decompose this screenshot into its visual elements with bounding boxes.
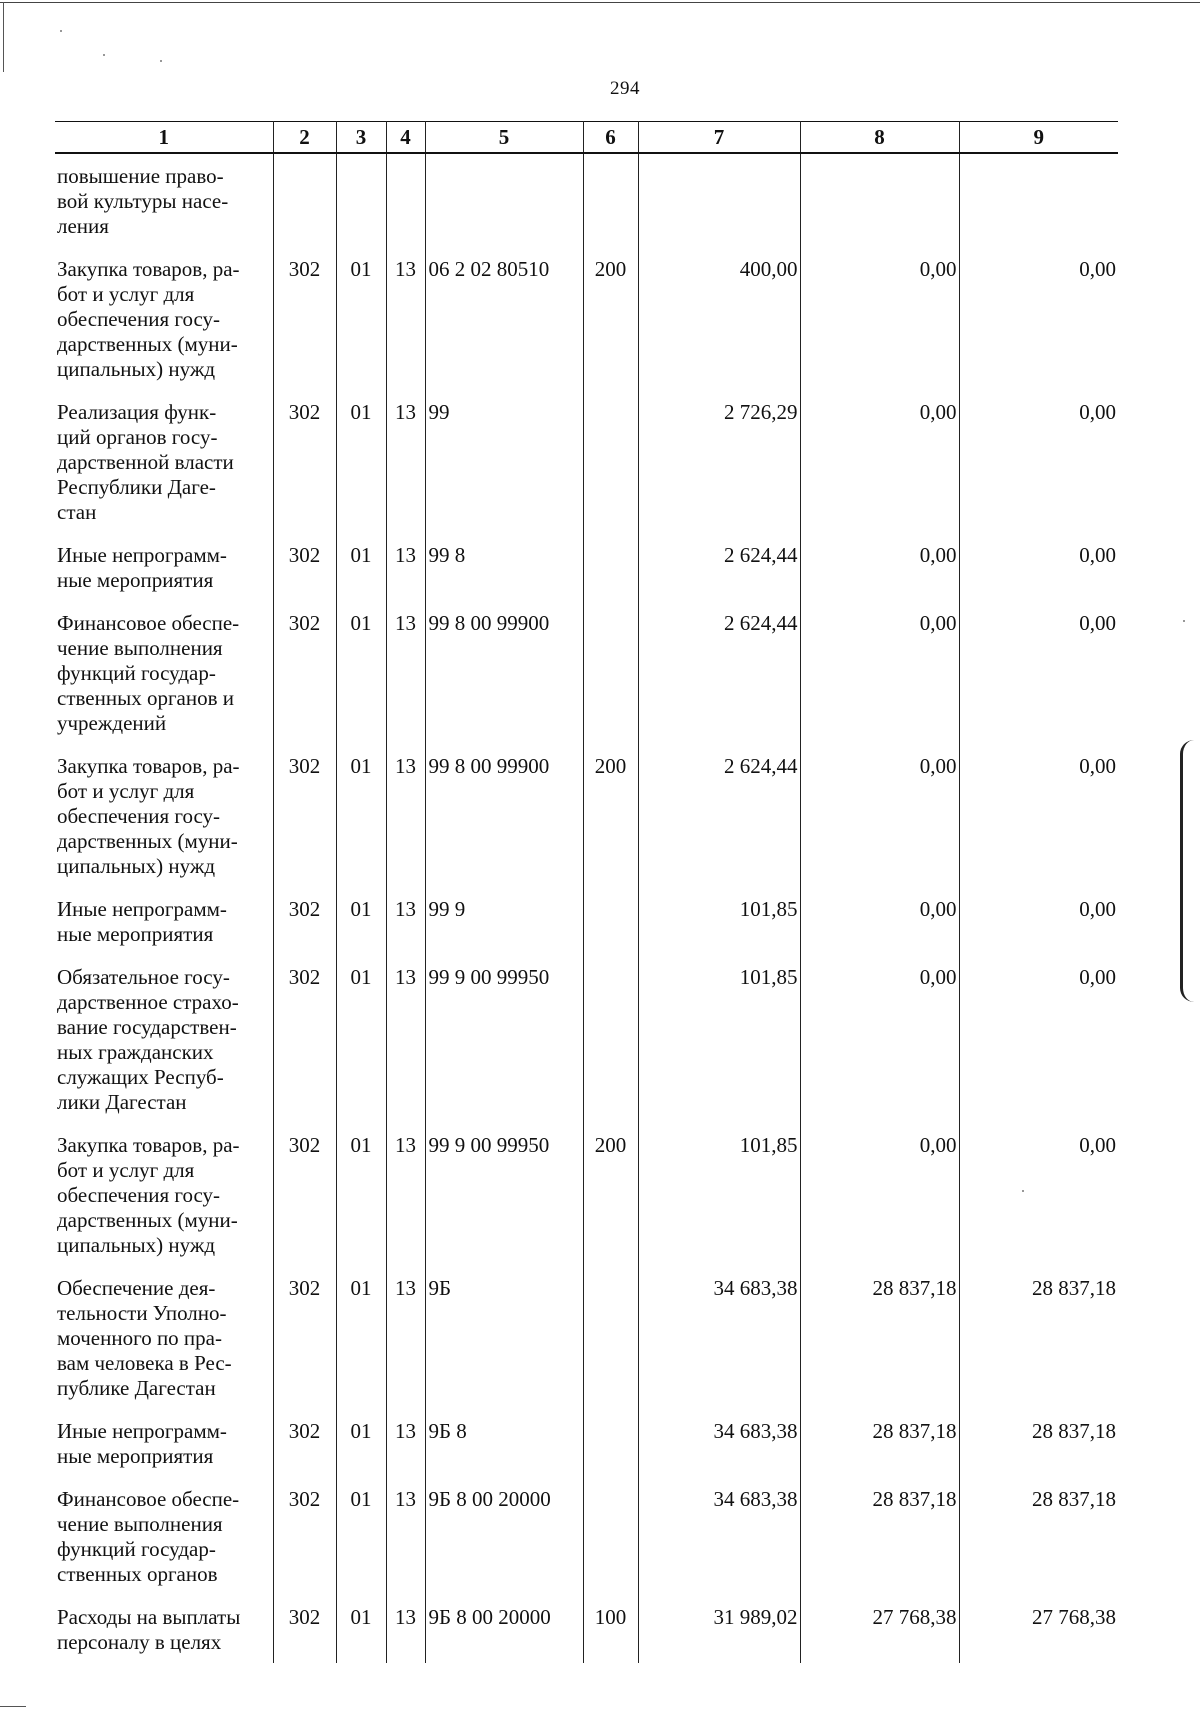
expense-name-cell: Иные непрограмм- ные мероприятия	[55, 1409, 273, 1477]
expense-name-cell: Обеспечение дея- тельности Уполно- моченного по пра- вам человека в Рес- публике Дагестан	[55, 1266, 273, 1409]
column-header-5: 5	[425, 122, 583, 154]
amount-col9-cell: 0,00	[959, 601, 1118, 744]
amount-col8-cell: 27 768,38	[800, 1595, 959, 1663]
section-code-cell: 01	[336, 1266, 386, 1409]
table-body	[55, 153, 1118, 1663]
scan-edge-left	[3, 2, 4, 72]
expense-type-cell	[583, 601, 638, 744]
ministry-code-cell: 302	[273, 1266, 336, 1409]
table-row	[55, 1409, 1118, 1477]
table-row	[55, 955, 1118, 1123]
amount-col8-cell: 28 837,18	[800, 1409, 959, 1477]
target-article-cell: 99 8 00 99900	[425, 744, 583, 887]
target-article-cell: 9Б 8 00 20000	[425, 1595, 583, 1663]
expense-type-cell	[583, 887, 638, 955]
binding-shadow	[1180, 740, 1195, 1002]
amount-col7-cell: 101,85	[638, 887, 800, 955]
expense-name-cell: Закупка товаров, ра- бот и услуг для обеспечения госу- дарственных (муни- ципальных) нужд	[55, 1123, 273, 1266]
target-article-cell: 9Б 8	[425, 1409, 583, 1477]
expense-name-cell: Обязательное госу- дарственное страхо- вание государствен- ных гражданских служащих Респуб- лики Дагестан	[55, 955, 273, 1123]
amount-col9-cell: 0,00	[959, 1123, 1118, 1266]
amount-col7-cell	[638, 153, 800, 247]
subsection-code-cell: 13	[386, 1595, 425, 1663]
table-row	[55, 247, 1118, 390]
column-header-3: 3	[336, 122, 386, 154]
amount-col7-cell: 31 989,02	[638, 1595, 800, 1663]
section-code-cell: 01	[336, 887, 386, 955]
table-row	[55, 390, 1118, 533]
amount-col8-cell	[800, 153, 959, 247]
section-code-cell: 01	[336, 1477, 386, 1595]
subsection-code-cell: 13	[386, 1477, 425, 1595]
section-code-cell: 01	[336, 1595, 386, 1663]
expense-type-cell	[583, 955, 638, 1123]
expense-type-cell	[583, 1409, 638, 1477]
expense-type-cell: 200	[583, 744, 638, 887]
expense-type-cell: 100	[583, 1595, 638, 1663]
expense-type-cell: 200	[583, 247, 638, 390]
amount-col9-cell: 28 837,18	[959, 1477, 1118, 1595]
target-article-cell	[425, 153, 583, 247]
amount-col9-cell: 0,00	[959, 955, 1118, 1123]
section-code-cell: 01	[336, 247, 386, 390]
scan-edge-bottom	[0, 1706, 26, 1707]
subsection-code-cell: 13	[386, 1266, 425, 1409]
ministry-code-cell: 302	[273, 533, 336, 601]
table-row	[55, 153, 1118, 247]
scan-speck	[1183, 620, 1185, 622]
section-code-cell	[336, 153, 386, 247]
target-article-cell: 99 9 00 99950	[425, 955, 583, 1123]
column-header-1: 1	[55, 122, 273, 154]
column-header-6: 6	[583, 122, 638, 154]
amount-col7-cell: 2 624,44	[638, 744, 800, 887]
page-number: 294	[610, 78, 640, 99]
column-header-8: 8	[800, 122, 959, 154]
expense-name-cell: Закупка товаров, ра- бот и услуг для обеспечения госу- дарственных (муни- ципальных) нужд	[55, 247, 273, 390]
amount-col8-cell: 0,00	[800, 744, 959, 887]
target-article-cell: 99 9 00 99950	[425, 1123, 583, 1266]
ministry-code-cell: 302	[273, 601, 336, 744]
scan-edge-top	[0, 2, 1200, 3]
amount-col9-cell: 0,00	[959, 744, 1118, 887]
scan-speck	[60, 30, 62, 32]
amount-col9-cell	[959, 153, 1118, 247]
amount-col8-cell: 28 837,18	[800, 1477, 959, 1595]
subsection-code-cell: 13	[386, 955, 425, 1123]
expense-name-cell: Финансовое обеспе- чение выполнения функций государ- ственных органов	[55, 1477, 273, 1595]
amount-col9-cell: 28 837,18	[959, 1266, 1118, 1409]
table-row	[55, 1477, 1118, 1595]
subsection-code-cell: 13	[386, 1123, 425, 1266]
expense-name-cell: Закупка товаров, ра- бот и услуг для обеспечения госу- дарственных (муни- ципальных) нужд	[55, 744, 273, 887]
ministry-code-cell: 302	[273, 1409, 336, 1477]
amount-col7-cell: 101,85	[638, 1123, 800, 1266]
ministry-code-cell: 302	[273, 744, 336, 887]
subsection-code-cell: 13	[386, 744, 425, 887]
subsection-code-cell	[386, 153, 425, 247]
amount-col8-cell: 0,00	[800, 955, 959, 1123]
section-code-cell: 01	[336, 955, 386, 1123]
table-header	[55, 122, 1118, 154]
target-article-cell: 99	[425, 390, 583, 533]
ministry-code-cell: 302	[273, 1123, 336, 1266]
table-row	[55, 1266, 1118, 1409]
amount-col7-cell: 34 683,38	[638, 1266, 800, 1409]
amount-col7-cell: 34 683,38	[638, 1477, 800, 1595]
amount-col8-cell: 0,00	[800, 1123, 959, 1266]
amount-col8-cell: 0,00	[800, 247, 959, 390]
header-row	[55, 122, 1118, 154]
ministry-code-cell: 302	[273, 955, 336, 1123]
expense-type-cell	[583, 1477, 638, 1595]
ministry-code-cell: 302	[273, 1477, 336, 1595]
table-row	[55, 601, 1118, 744]
section-code-cell: 01	[336, 744, 386, 887]
amount-col7-cell: 34 683,38	[638, 1409, 800, 1477]
amount-col7-cell: 101,85	[638, 955, 800, 1123]
expense-type-cell: 200	[583, 1123, 638, 1266]
expense-name-cell: Реализация функ- ций органов госу- дарственной власти Республики Даге- стан	[55, 390, 273, 533]
amount-col7-cell: 2 726,29	[638, 390, 800, 533]
expense-type-cell	[583, 153, 638, 247]
column-header-2: 2	[273, 122, 336, 154]
ministry-code-cell: 302	[273, 1595, 336, 1663]
target-article-cell: 9Б	[425, 1266, 583, 1409]
target-article-cell: 9Б 8 00 20000	[425, 1477, 583, 1595]
amount-col8-cell: 0,00	[800, 533, 959, 601]
amount-col8-cell: 0,00	[800, 390, 959, 533]
amount-col9-cell: 0,00	[959, 533, 1118, 601]
column-header-4: 4	[386, 122, 425, 154]
table-row	[55, 1123, 1118, 1266]
amount-col7-cell: 400,00	[638, 247, 800, 390]
section-code-cell: 01	[336, 1409, 386, 1477]
expense-name-cell: Иные непрограмм- ные мероприятия	[55, 533, 273, 601]
ministry-code-cell: 302	[273, 390, 336, 533]
expense-type-cell	[583, 1266, 638, 1409]
ministry-code-cell: 302	[273, 247, 336, 390]
section-code-cell: 01	[336, 390, 386, 533]
amount-col8-cell: 0,00	[800, 887, 959, 955]
subsection-code-cell: 13	[386, 601, 425, 744]
amount-col7-cell: 2 624,44	[638, 601, 800, 744]
column-header-7: 7	[638, 122, 800, 154]
expense-name-cell: Иные непрограмм- ные мероприятия	[55, 887, 273, 955]
target-article-cell: 99 8	[425, 533, 583, 601]
amount-col9-cell: 0,00	[959, 390, 1118, 533]
amount-col7-cell: 2 624,44	[638, 533, 800, 601]
amount-col9-cell: 0,00	[959, 887, 1118, 955]
table-row	[55, 744, 1118, 887]
budget-table	[55, 121, 1118, 1663]
expense-name-cell: Финансовое обеспе- чение выполнения функций государ- ственных органов и учреждений	[55, 601, 273, 744]
expense-name-cell: повышение право- вой культуры насе- ления	[55, 153, 273, 247]
ministry-code-cell: 302	[273, 887, 336, 955]
subsection-code-cell: 13	[386, 533, 425, 601]
scan-speck	[103, 54, 105, 56]
target-article-cell: 99 8 00 99900	[425, 601, 583, 744]
table-row	[55, 533, 1118, 601]
subsection-code-cell: 13	[386, 390, 425, 533]
scan-speck	[160, 60, 162, 62]
section-code-cell: 01	[336, 1123, 386, 1266]
target-article-cell: 99 9	[425, 887, 583, 955]
expense-type-cell	[583, 390, 638, 533]
amount-col9-cell: 0,00	[959, 247, 1118, 390]
column-header-9: 9	[959, 122, 1118, 154]
ministry-code-cell	[273, 153, 336, 247]
section-code-cell: 01	[336, 533, 386, 601]
subsection-code-cell: 13	[386, 887, 425, 955]
amount-col9-cell: 28 837,18	[959, 1409, 1118, 1477]
target-article-cell: 06 2 02 80510	[425, 247, 583, 390]
amount-col8-cell: 0,00	[800, 601, 959, 744]
amount-col8-cell: 28 837,18	[800, 1266, 959, 1409]
section-code-cell: 01	[336, 601, 386, 744]
subsection-code-cell: 13	[386, 1409, 425, 1477]
table-row	[55, 1595, 1118, 1663]
subsection-code-cell: 13	[386, 247, 425, 390]
expense-name-cell: Расходы на выплаты персоналу в целях	[55, 1595, 273, 1663]
amount-col9-cell: 27 768,38	[959, 1595, 1118, 1663]
table-row	[55, 887, 1118, 955]
expense-type-cell	[583, 533, 638, 601]
